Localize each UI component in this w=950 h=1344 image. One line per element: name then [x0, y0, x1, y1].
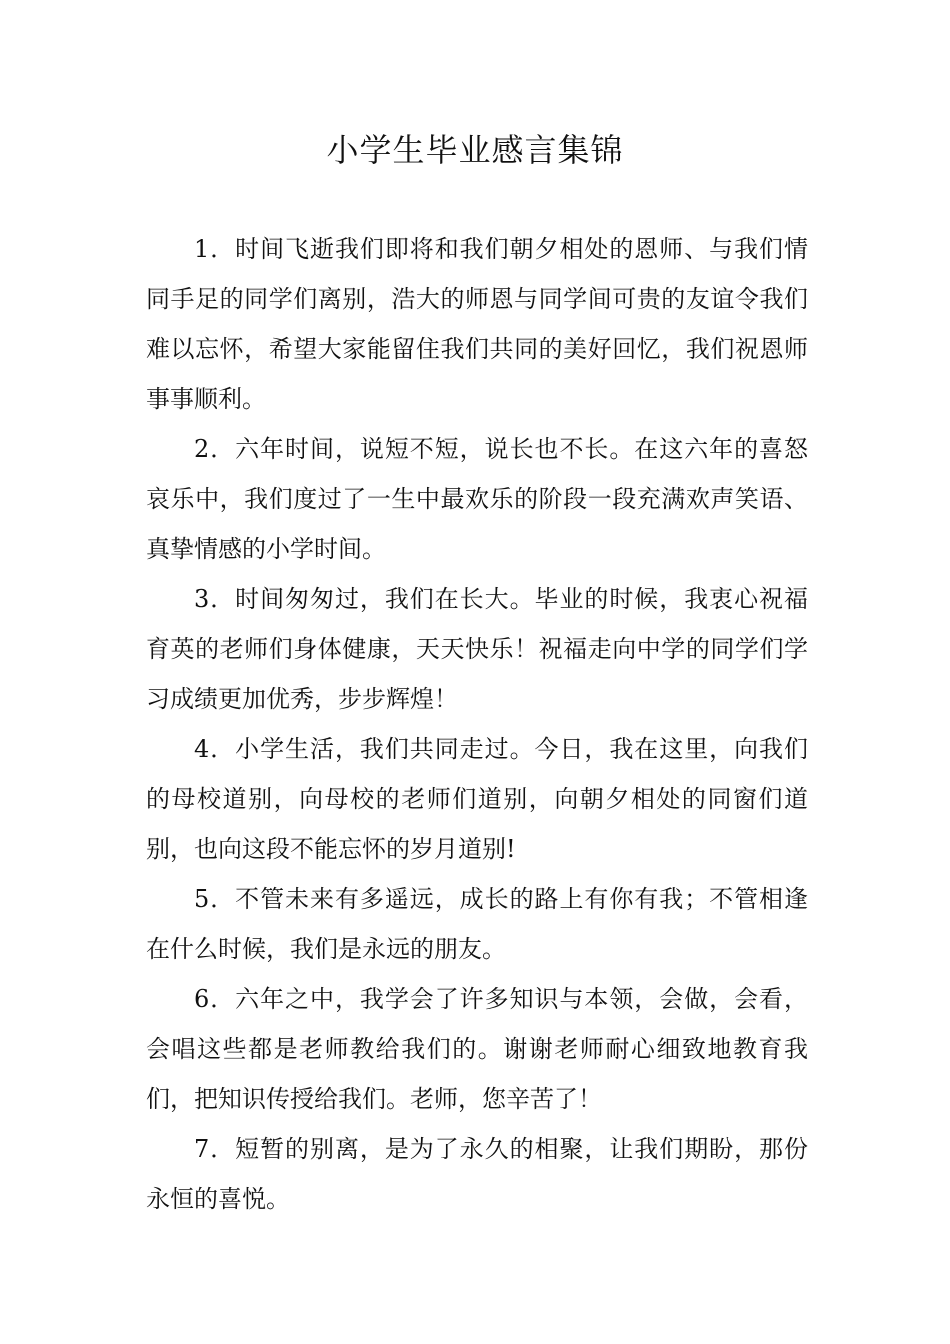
paragraph-6: 6．六年之中，我学会了许多知识与本领，会做，会看，会唱这些都是老师教给我们的。谢谢老师耐心细致地教育我们，把知识传授给我们。老师，您辛苦了！ [146, 985, 808, 1113]
paragraph-5: 5．不管未来有多遥远，成长的路上有你有我；不管相逢在什么时候，我们是永远的朋友。 [146, 885, 808, 963]
paragraph-7: 7．短暂的别离，是为了永久的相聚，让我们期盼，那份永恒的喜悦。 [146, 1135, 808, 1213]
document-title: 小学生毕业感言集锦 [326, 131, 624, 169]
paragraph-3: 3．时间匆匆过，我们在长大。毕业的时候，我衷心祝福育英的老师们身体健康，天天快乐！祝福走向中学的同学们学习成绩更加优秀，步步辉煌！ [146, 585, 808, 713]
paragraph-2: 2．六年时间，说短不短，说长也不长。在这六年的喜怒哀乐中，我们度过了一生中最欢乐的阶段一段充满欢声笑语、真挚情感的小学时间。 [146, 435, 808, 563]
paragraph-4: 4．小学生活，我们共同走过。今日，我在这里，向我们的母校道别，向母校的老师们道别，向朝夕相处的同窗们道别，也向这段不能忘怀的岁月道别! [146, 735, 808, 863]
paragraph-1: 1．时间飞逝我们即将和我们朝夕相处的恩师、与我们情同手足的同学们离别，浩大的师恩与同学间可贵的友谊令我们难以忘怀，希望大家能留住我们共同的美好回忆，我们祝恩师事事顺利。 [146, 235, 808, 413]
document-body [146, 224, 808, 1224]
